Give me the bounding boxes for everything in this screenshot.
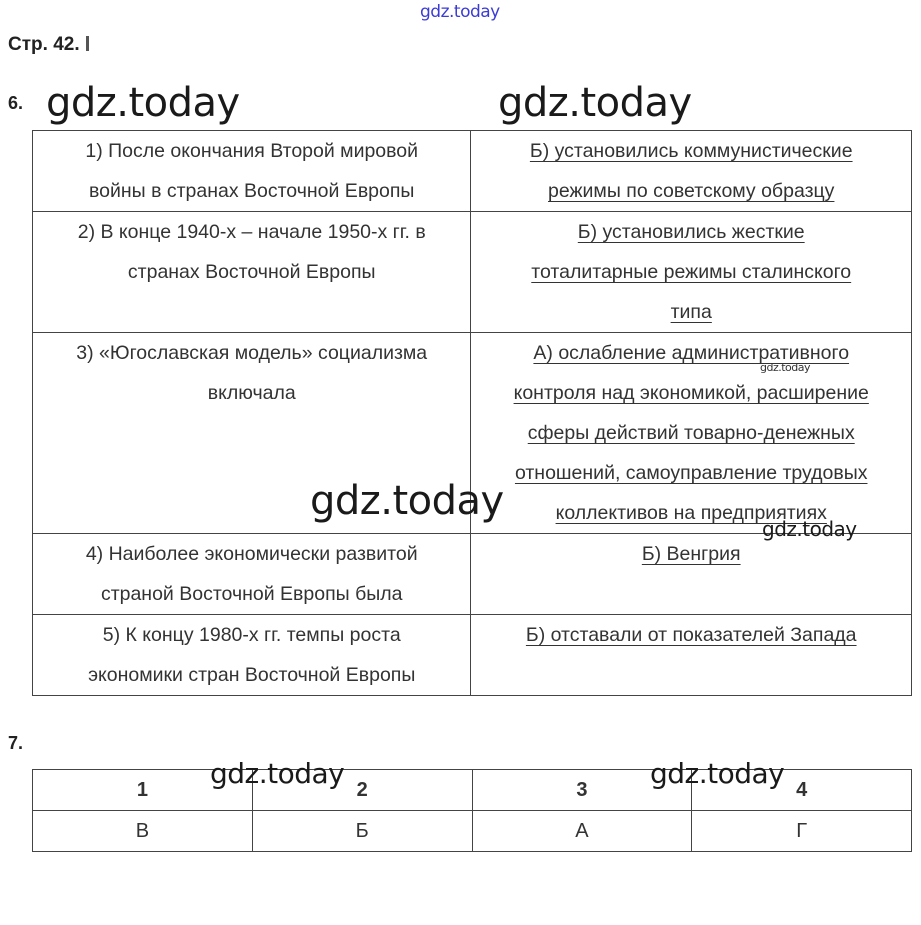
watermark-small-row4: gdz.today [762, 517, 857, 541]
header-cell: 1 [33, 770, 253, 811]
cursor-mark [86, 36, 89, 51]
answer-cell [471, 615, 912, 696]
question-line: 3) «Югославская модель» социализма [76, 342, 428, 364]
task-7-number: 7. [8, 733, 24, 753]
question-line: 5) К концу 1980-х гг. темпы роста [102, 624, 401, 646]
question-line: странах Восточной Европы [127, 261, 376, 283]
table-row [33, 811, 912, 852]
answer-line: режимы по советскому образцу [548, 180, 835, 202]
question-line: 2) В конце 1940-х – начале 1950-х гг. в [77, 221, 426, 243]
answer-line: Б) Венгрия [641, 543, 741, 565]
answer-line: типа [670, 301, 712, 323]
page-title-text: Стр. 42. [8, 34, 80, 55]
answer-cell [471, 131, 912, 212]
table-row [33, 615, 912, 696]
answer-line: Б) установились коммунистические [529, 140, 853, 162]
answer-line: сферы действий товарно-денежных [527, 422, 855, 444]
watermark-large-left: gdz.today [46, 80, 240, 126]
question-line: страной Восточной Европы была [100, 583, 403, 605]
page-title [8, 34, 89, 56]
answer-line: коллективов на предприятиях [555, 502, 827, 524]
watermark-large-center: gdz.today [310, 478, 504, 524]
table-row [33, 131, 912, 212]
header-cell: 4 [692, 770, 912, 811]
answer-cell: В [33, 811, 253, 852]
answer-line: А) ослабление административного [533, 342, 850, 364]
table-row [33, 212, 912, 333]
watermark-small-row3: gdz.today [760, 361, 811, 374]
answer-cell: А [472, 811, 692, 852]
question-line: войны в странах Восточной Европы [88, 180, 415, 202]
question-line: 1) После окончания Второй мировой [85, 140, 419, 162]
question-line: 4) Наиболее экономически развитой [85, 543, 418, 565]
answer-line: тоталитарные режимы сталинского [531, 261, 852, 283]
answer-line: контроля над экономикой, расширение [513, 382, 869, 404]
answer-cell [471, 333, 912, 534]
question-line: включала [207, 382, 296, 404]
question-cell [33, 212, 471, 333]
table-row [33, 534, 912, 615]
question-cell [33, 615, 471, 696]
question-cell [33, 131, 471, 212]
header-cell: 2 [252, 770, 472, 811]
task-6-table [32, 130, 912, 696]
watermark-task7-left: gdz.today [210, 757, 345, 790]
answer-cell [471, 534, 912, 615]
watermark-top: gdz.today [420, 2, 500, 22]
question-line: экономики стран Восточной Европы [88, 664, 416, 686]
watermark-large-right: gdz.today [498, 80, 692, 126]
answer-cell: Г [692, 811, 912, 852]
task-6-number: 6. [8, 93, 24, 113]
answer-cell: Б [252, 811, 472, 852]
answer-line: Б) установились жесткие [577, 221, 805, 243]
answer-cell [471, 212, 912, 333]
header-cell: 3 [472, 770, 692, 811]
question-cell [33, 534, 471, 615]
answer-line: отношений, самоуправление трудовых [514, 462, 868, 484]
answer-line: Б) отставали от показателей Запада [525, 624, 857, 646]
watermark-task7-right: gdz.today [650, 757, 785, 790]
